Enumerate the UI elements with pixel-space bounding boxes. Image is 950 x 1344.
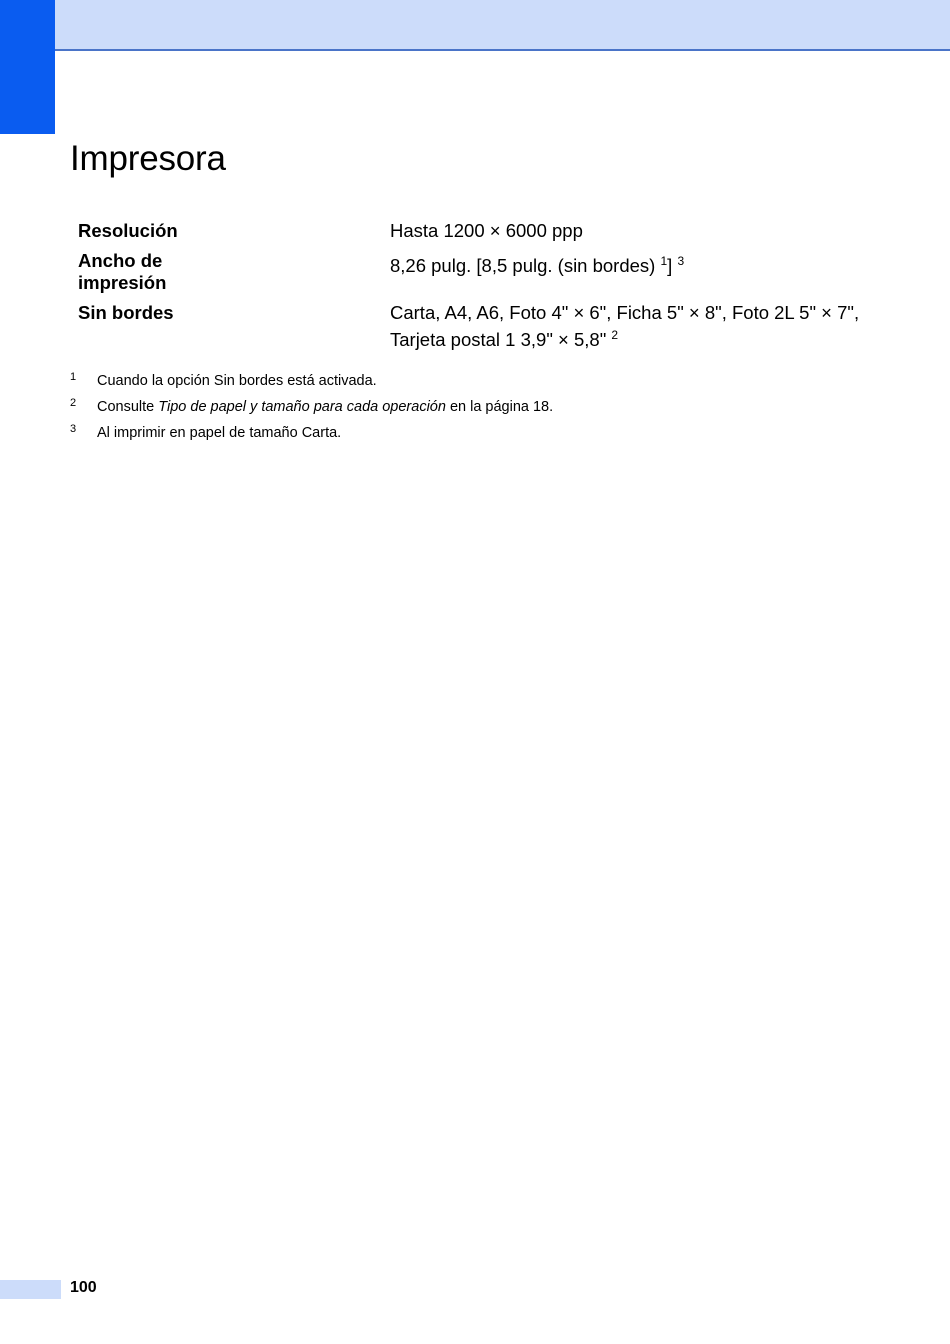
spec-value-resolution: Hasta 1200 × 6000 ppp bbox=[390, 220, 583, 241]
page-number-tab bbox=[0, 1280, 61, 1299]
footnote-text: Al imprimir en papel de tamaño Carta. bbox=[97, 425, 342, 441]
footnote-text bbox=[97, 398, 553, 416]
header-band bbox=[0, 0, 950, 50]
spec-label-borderless: Sin bordes bbox=[78, 302, 174, 323]
page-title: Impresora bbox=[70, 139, 226, 178]
footnote-number: 3 bbox=[70, 423, 77, 435]
footnote-ref: 1 bbox=[660, 254, 668, 268]
footnote-number: 2 bbox=[70, 397, 77, 409]
header-rule bbox=[55, 49, 950, 51]
spec-value-borderless bbox=[390, 299, 859, 353]
page-number: 100 bbox=[70, 1279, 97, 1296]
chapter-tab bbox=[0, 0, 55, 134]
spec-value-text: 8,26 pulg. [8,5 pulg. (sin bordes) bbox=[390, 255, 661, 276]
footnote-ref: 3 bbox=[677, 254, 685, 268]
spec-value-line: Carta, A4, A6, Foto 4" × 6", Ficha 5" × 8", Foto 2L 5" × 7", bbox=[390, 302, 860, 323]
cross-reference-link[interactable]: Tipo de papel y tamaño para cada operación bbox=[158, 399, 446, 415]
footnote-text-part: Consulte bbox=[97, 399, 159, 415]
spec-value-text: ] bbox=[667, 255, 673, 276]
footnote-ref: 2 bbox=[611, 328, 619, 342]
spec-value-text: Tarjeta postal 1 3,9" × 5,8" bbox=[390, 329, 612, 350]
footnote-number: 1 bbox=[70, 371, 77, 383]
footnote-text-part: en la página 18. bbox=[445, 399, 554, 415]
spec-label-resolution: Resolución bbox=[78, 220, 178, 241]
spec-value-line bbox=[390, 326, 859, 353]
footnote-text: Cuando la opción Sin bordes está activada. bbox=[97, 373, 377, 389]
spec-label-print-width bbox=[78, 250, 166, 294]
spec-label-line: impresión bbox=[78, 272, 167, 293]
spec-label-line: Ancho de bbox=[78, 250, 163, 271]
spec-value-print-width bbox=[390, 252, 684, 279]
